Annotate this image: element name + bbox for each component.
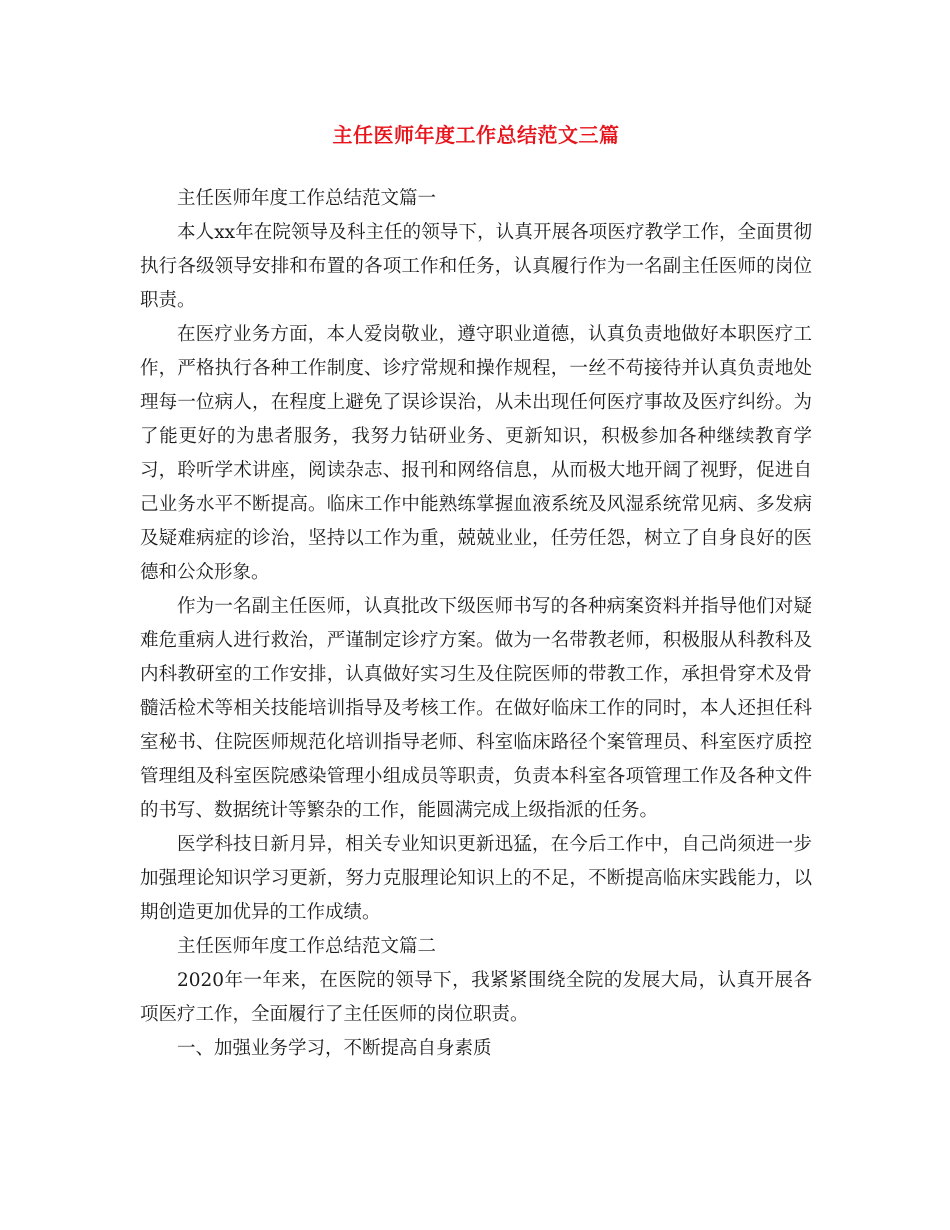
subheading-study: 一、加强业务学习，不断提高自身素质 [177,1038,492,1059]
document-title: 主任医师年度工作总结范文三篇 [332,123,620,147]
document-page [140,112,812,1066]
section-heading-2: 主任医师年度工作总结范文篇二 [177,936,437,957]
paragraph-medical-work: 在医疗业务方面，本人爱岗敬业，遵守职业道德，认真负责地做好本职医疗工作，严格执行各种工作制度、诊疗常规和操作规程，一丝不苟接待并认真负责地处理每一位病人，在程度上避免了误诊误治，从未出现任何医疗事故及医疗纠纷。为了能更好的为患者服务，我努力钻研业务、更新知识，积极参加各种继续教育学习，聆听学术讲座，阅读杂志、报刊和网络信息，从而极大地开阔了视野，促进自己业务水平不断提高。临床工作中能熟练掌握血液系统及风湿系统常见病、多发病及疑难病症的诊治，坚持以工作为重，兢兢业业，任劳任怨，树立了自身良好的医德和公众形象。 [140,324,812,583]
section-heading-1: 主任医师年度工作总结范文篇一 [177,188,437,209]
paragraph-outlook: 医学科技日新月异，相关专业知识更新迅猛，在今后工作中，自己尚须进一步加强理论知识学习更新，努力克服理论知识上的不足，不断提高临床实践能力，以期创造更加优异的工作成绩。 [140,834,812,923]
paragraph-2020-summary: 2020年一年来，在医院的领导下，我紧紧围绕全院的发展大局，认真开展各项医疗工作，全面履行了主任医师的岗位职责。 [140,970,812,1025]
paragraph-teaching-work: 作为一名副主任医师，认真批改下级医师书写的各种病案资料并指导他们对疑难危重病人进行救治，严谨制定诊疗方案。做为一名带教老师，积极服从科教科及内科教研室的工作安排，认真做好实习生及住院医师的带教工作，承担骨穿术及骨髓活检术等相关技能培训指导及考核工作。在做好临床工作的同时，本人还担任科室秘书、住院医师规范化培训指导老师、科室临床路径个案管理员、科室医疗质控管理组及科室医院感染管理小组成员等职责，负责本科室各项管理工作及各种文件的书写、数据统计等繁杂的工作，能圆满完成上级指派的任务。 [140,596,812,821]
paragraph-intro: 本人xx年在院领导及科主任的领导下，认真开展各项医疗教学工作，全面贯彻执行各级领导安排和布置的各项工作和任务，认真履行作为一名副主任医师的岗位职责。 [140,222,812,311]
